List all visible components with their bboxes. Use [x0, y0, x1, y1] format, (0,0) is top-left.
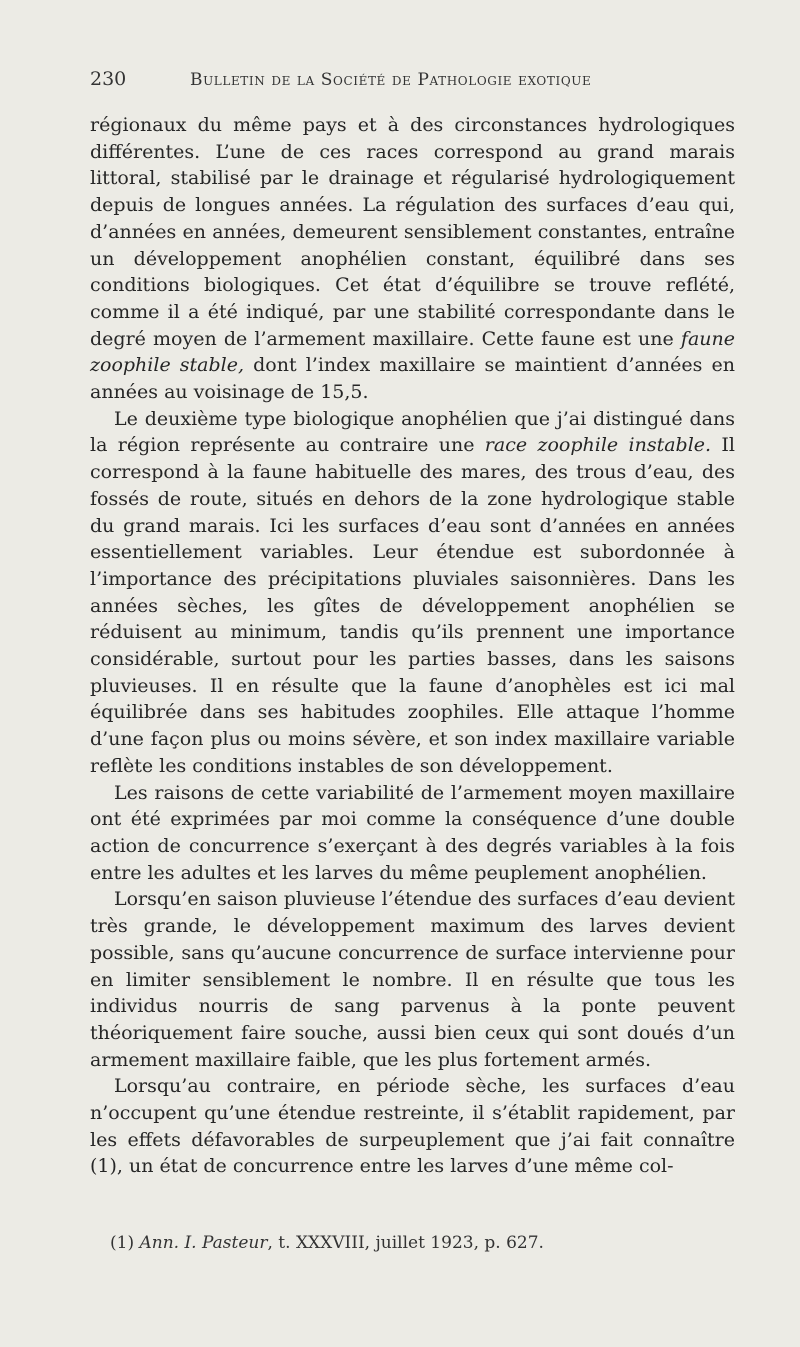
footnote-marker: (1)	[110, 1233, 140, 1253]
page-number: 230	[90, 68, 127, 90]
paragraph-2-tail: Il correspond à la faune habituelle des mares, des trous d’eau, des fossés de route, situés en dehors de la zone hydrologique stable du grand marais. Ici les surfaces d’eau sont d’années en années essentiellement variables. Leur étendue est subordonnée à l’importance des précipitations pluviales saisonnières. Dans les années sèches, les gîtes de développement anophélien se réduisent au minimum, tandis qu’ils prennent une importance considérable, surtout pour les parties basses, dans les saisons pluvieuses. Il en résulte que la faune d’anophèles est ici mal équilibrée dans ses habitudes zoophiles. Elle attaque l’homme d’une façon plus ou moins sévère, et son index maxillaire variable reflète les conditions instables de son développement.	[90, 434, 736, 777]
body-text	[90, 112, 735, 1180]
footnote-reference: , t. XXXVIII, juillet 1923, p. 627.	[267, 1233, 544, 1253]
paragraph-3: Les raisons de cette variabilité de l’armement moyen maxillaire ont été exprimées par moi comme la conséquence d’une double action de concurrence s’exerçant à des degrés variables à la fois entre les adultes et les larves du même peuplement anophélien.	[90, 781, 735, 884]
paragraph-2	[90, 406, 735, 780]
running-header	[90, 68, 710, 98]
paragraph-1	[90, 112, 735, 406]
paragraph-1-emphasis: faune zoophile stable,	[90, 327, 735, 377]
running-title: Bulletin de la Société de Pathologie exotique	[190, 70, 592, 90]
paragraph-4: Lorsqu’en saison pluvieuse l’étendue des surfaces d’eau devient très grande, le développement maximum des larves devient possible, sans qu’aucune concurrence de surface intervienne pour en limiter sensiblement le nombre. Il en résulte que tous les individus nourris de sang parvenus à la ponte peuvent théoriquement faire souche, aussi bien ceux qui sont doués d’un armement maxillaire faible, que les plus fortement armés.	[90, 888, 735, 1071]
paragraph-5: Lorsqu’au contraire, en période sèche, les surfaces d’eau n’occupent qu’une étendue restreinte, il s’établit rapidement, par les effets défavorables de surpeuplement que j’ai fait connaître (1), un état de concurrence entre les larves d’une même col-	[90, 1075, 735, 1178]
footnote-source: Ann. I. Pasteur	[139, 1233, 268, 1253]
paragraph-1-text: régionaux du même pays et à des circonstances hydrologiques différentes. L’une de ces races correspond au grand marais littoral, stabilisé par le drainage et régularisé hydrologiquement depuis de longues années. La régulation des surfaces d’eau qui, d’années en années, demeurent sensiblement constantes, entraîne un développement anophélien constant, équilibré dans ses conditions biologiques. Cet état d’équilibre se trouve reflété, comme il a été indiqué, par une stabilité correspondante dans le degré moyen de l’armement maxillaire. Cette faune est une	[90, 114, 735, 350]
footnote	[110, 1233, 730, 1253]
paragraph-2-emphasis: race zoophile instable.	[484, 434, 712, 457]
paragraph-1-tail: dont l’index maxillaire se maintient d’années en années au voisinage de 15,5.	[90, 354, 735, 404]
paragraph-2-head: Le deuxième type biologique anophélien que j’ai distingué dans la région représente au contraire une	[90, 407, 735, 457]
